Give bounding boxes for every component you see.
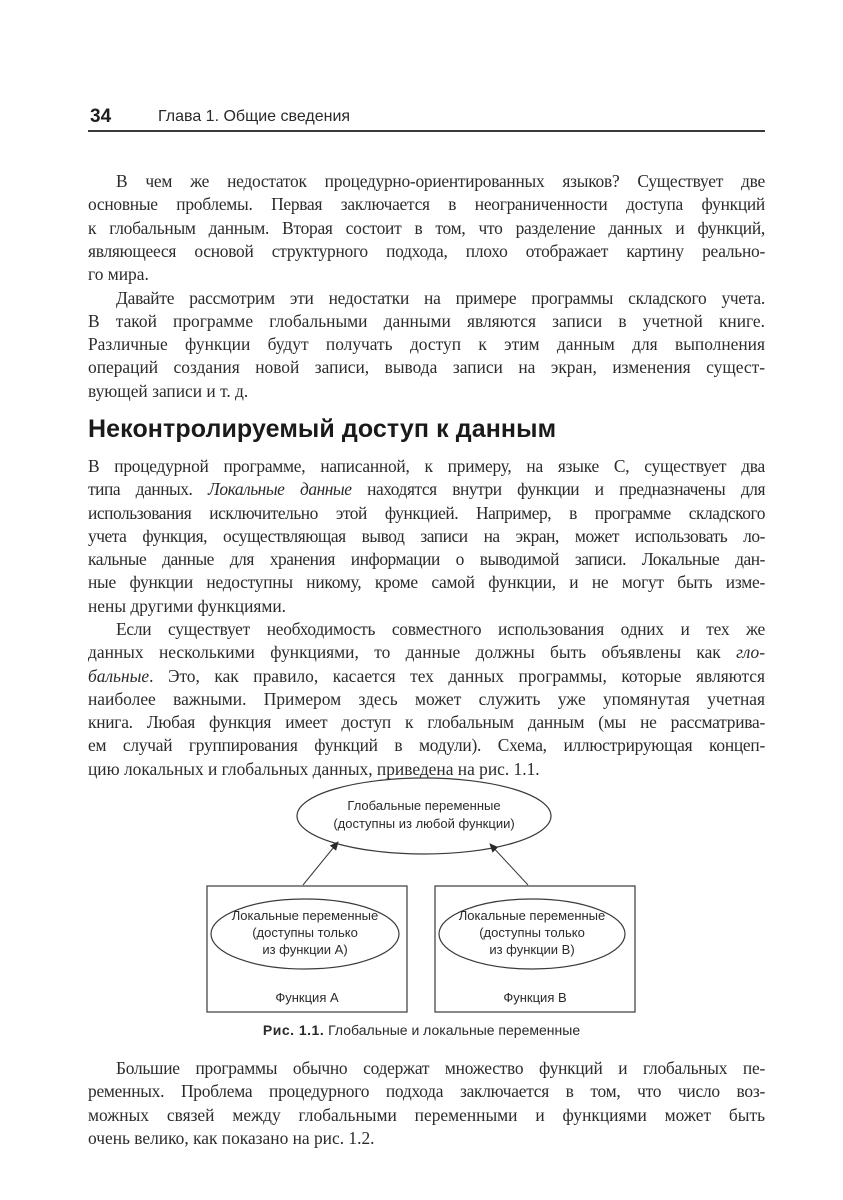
text-line: к глобальным данным. Вторая состоит в том, что разделение данных и функций,: [88, 217, 765, 238]
function-b-box: [435, 886, 635, 1012]
term-local-data: Локальные данные: [208, 479, 352, 500]
function-a-box: [207, 886, 407, 1012]
text-line: ременных. Проблема процедурного подхода заключается в том, что число воз-: [88, 1081, 765, 1102]
text-line: книга. Любая функция имеет доступ к глобальным данным (мы не рассматрива-: [88, 712, 765, 733]
closing-paragraph: [88, 1057, 765, 1150]
text-line: Большие программы обычно содержат множество функций и глобальных пе-: [116, 1058, 765, 1078]
arrow-b-to-global: [490, 844, 528, 885]
term-global: гло-: [736, 642, 765, 663]
text-line: можных связей между глобальными переменными и функциями может быть: [88, 1104, 765, 1125]
section-paragraph-2: [88, 618, 765, 781]
svg-text:из функции B): из функции B): [489, 942, 575, 957]
text-line: ем случай группирования функций в модули). Схема, иллюстрирующая концеп-: [88, 735, 765, 756]
svg-text:из функции A): из функции A): [262, 942, 348, 957]
global-variables-node: [297, 778, 551, 854]
text-line: бальные. Это, как правило, касается тех данных программы, которые являются: [88, 665, 765, 686]
text-line: В чем же недостаток процедурно-ориентированных языков? Существует две: [116, 171, 765, 191]
text-line: наиболее важными. Примером здесь может служить уже упомянутая учетная: [88, 688, 765, 709]
running-header: [88, 104, 765, 132]
svg-text:Функция A: Функция A: [275, 990, 339, 1005]
text-line: цию локальных и глобальных данных, приведена на рис. 1.1.: [88, 758, 540, 779]
text-line: вующей записи и т. д.: [88, 380, 249, 401]
text-line: Если существует необходимость совместного использования одних и тех же: [116, 619, 765, 639]
text-line: Давайте рассмотрим эти недостатки на примере программы складского учета.: [116, 287, 765, 308]
text-line: учета функция, осуществляющая вывод записи на экран, может использовать ло-: [88, 525, 765, 546]
svg-text:Локальные переменные: Локальные переменные: [231, 908, 379, 923]
text-line: основные проблемы. Первая заключается в неограниченности доступа функций: [88, 194, 765, 215]
text-line: ные функции недоступны никому, кроме самой функции, и не могут быть изме-: [88, 572, 765, 593]
intro-paragraph-1: [88, 170, 765, 286]
caption-number: Рис. 1.1.: [262, 1022, 325, 1038]
text-line: использования исключительно этой функцией. Например, в программе складского: [88, 502, 765, 523]
section-heading: Неконтролируемый доступ к данным: [88, 415, 557, 443]
svg-text:Локальные переменные: Локальные переменные: [458, 908, 606, 923]
text-line: В такой программе глобальными данными являются записи в учетной книге.: [88, 310, 765, 331]
section-paragraph-1: [88, 455, 765, 618]
svg-text:(доступны из любой функции): (доступны из любой функции): [333, 816, 515, 831]
text-line: нены другими функциями.: [88, 595, 287, 616]
svg-text:(доступны только: (доступны только: [479, 925, 585, 940]
text-line: кальные данные для хранения информации о выводимой записи. Локальные дан-: [88, 549, 765, 570]
text-line: операций создания новой записи, вывода записи на экран, изменения сущест-: [88, 357, 765, 378]
svg-text:Глобальные переменные: Глобальные переменные: [347, 798, 501, 813]
caption-text: Глобальные и локальные переменные: [324, 1022, 581, 1038]
chapter-title: Глава 1. Общие сведения: [158, 108, 351, 125]
text-line: Различные функции будут получать доступ к этим данным для выполнения: [88, 334, 765, 355]
page-number: 34: [90, 106, 112, 127]
text-line: являющееся основой структурного подхода, плохо отображает картину реально-: [88, 240, 765, 261]
arrow-a-to-global: [303, 842, 338, 885]
svg-text:(доступны только: (доступны только: [252, 925, 358, 940]
text-line: данных несколькими функциями, то данные должны быть объявлены как гло-: [88, 642, 765, 663]
text-line: типа данных. Локальные данные находятся внутри функции и предназначены для: [88, 479, 765, 500]
svg-text:Функция B: Функция B: [503, 990, 567, 1005]
figure-caption: [0, 1022, 843, 1038]
text-line: очень велико, как показано на рис. 1.2.: [88, 1127, 375, 1148]
text-line: В процедурной программе, написанной, к примеру, на языке С, существует два: [88, 456, 765, 476]
intro-paragraph-2: [88, 287, 765, 403]
term-global: бальные: [88, 665, 150, 686]
text-line: го мира.: [88, 264, 149, 285]
